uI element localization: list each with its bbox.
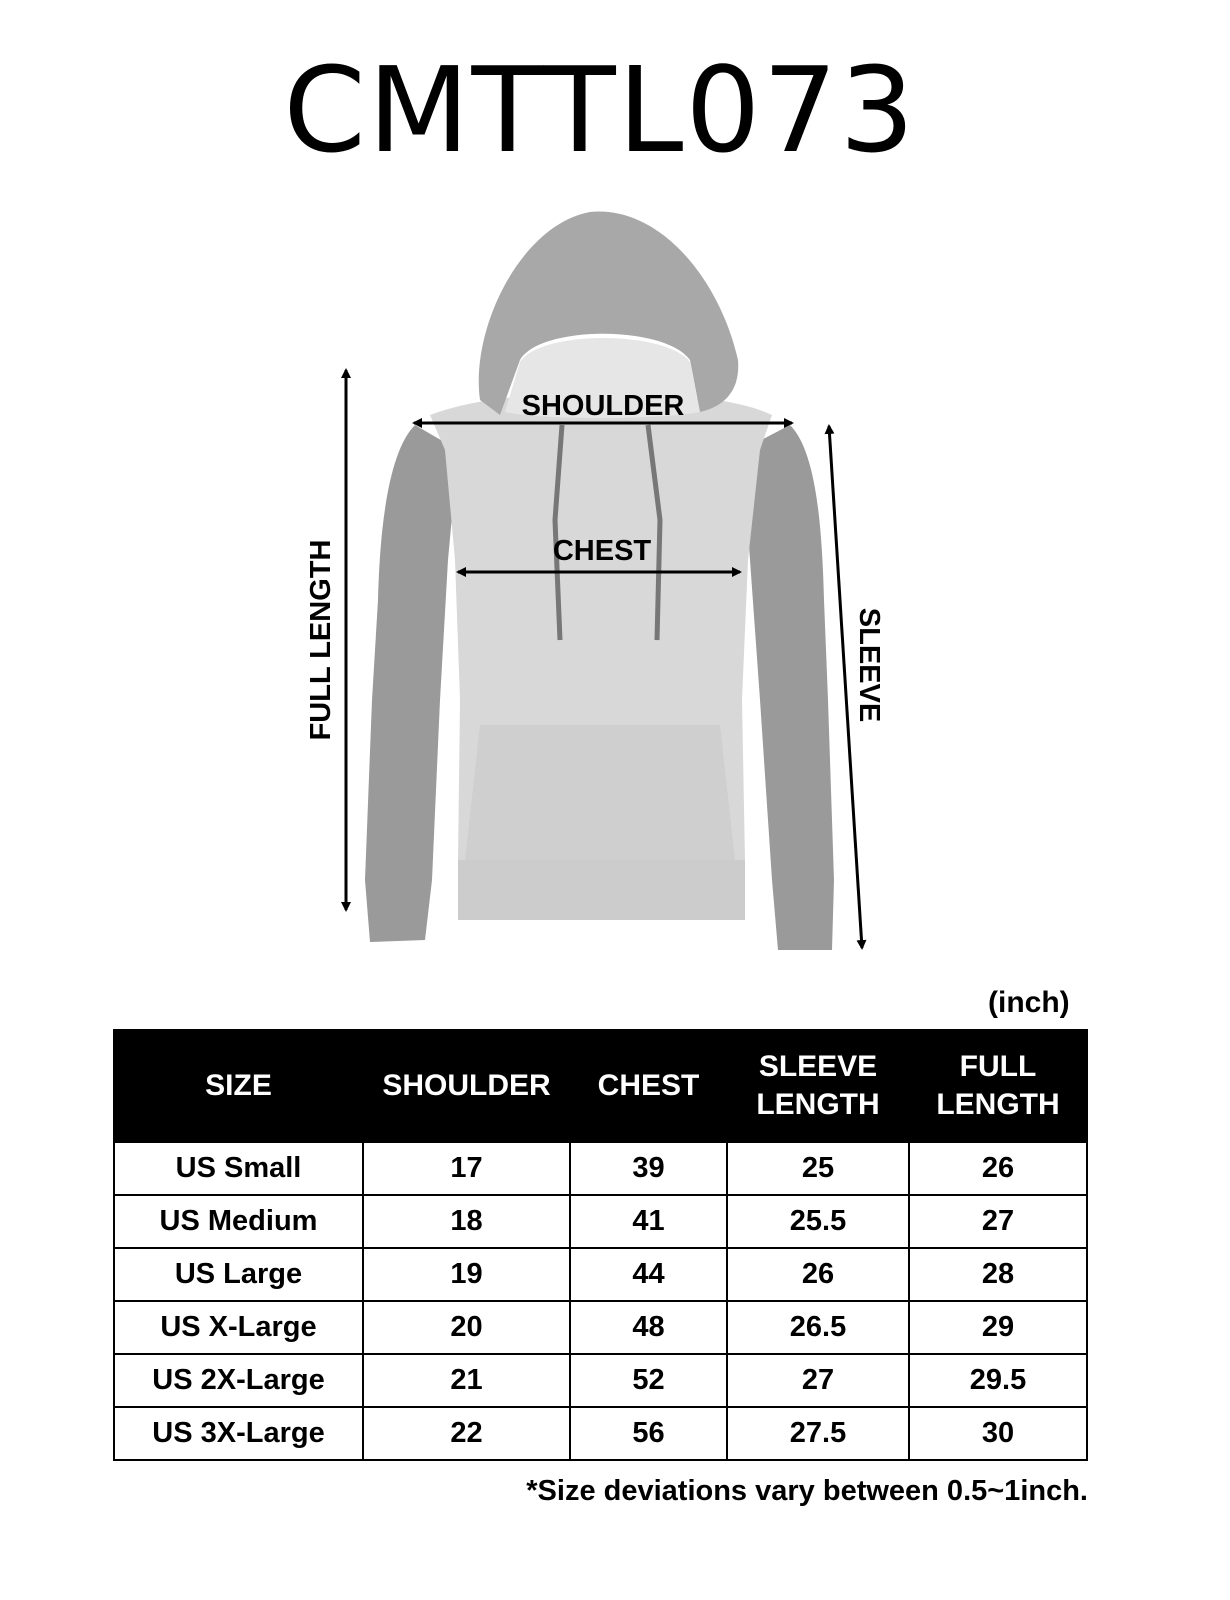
cell-size: US Medium: [114, 1195, 363, 1248]
table-header-row: [114, 1030, 1087, 1142]
table-row: [114, 1248, 1087, 1301]
cell-full-length: 27: [909, 1195, 1087, 1248]
cell-chest: 41: [570, 1195, 727, 1248]
cell-size: US X-Large: [114, 1301, 363, 1354]
table-row: [114, 1407, 1087, 1460]
cell-sleeve-length: 26: [727, 1248, 909, 1301]
cell-full-length: 29.5: [909, 1354, 1087, 1407]
table-row: [114, 1354, 1087, 1407]
cell-chest: 44: [570, 1248, 727, 1301]
full-length-label: FULL LENGTH: [305, 539, 337, 741]
sleeve-label: SLEEVE: [853, 607, 885, 723]
cell-size: US 2X-Large: [114, 1354, 363, 1407]
cell-full-length: 29: [909, 1301, 1087, 1354]
cell-size: US Small: [114, 1142, 363, 1195]
right-sleeve-shape: [742, 425, 834, 950]
cell-chest: 52: [570, 1354, 727, 1407]
cell-size: US 3X-Large: [114, 1407, 363, 1460]
table-row: [114, 1142, 1087, 1195]
shoulder-label: SHOULDER: [521, 390, 685, 422]
cell-full-length: 28: [909, 1248, 1087, 1301]
header-shoulder: SHOULDER: [363, 1030, 570, 1142]
cell-shoulder: 21: [363, 1354, 570, 1407]
cell-shoulder: 19: [363, 1248, 570, 1301]
cell-sleeve-length: 25.5: [727, 1195, 909, 1248]
cell-chest: 48: [570, 1301, 727, 1354]
header-full-length: FULL LENGTH: [909, 1030, 1087, 1142]
cell-shoulder: 18: [363, 1195, 570, 1248]
left-sleeve-shape: [365, 425, 458, 942]
size-chart-table: [113, 1029, 1088, 1461]
cell-sleeve-length: 25: [727, 1142, 909, 1195]
unit-label: (inch): [988, 986, 1070, 1019]
pocket-shape: [465, 725, 735, 860]
chest-label: CHEST: [552, 535, 652, 567]
size-deviation-note: *Size deviations vary between 0.5~1inch.: [526, 1475, 1088, 1507]
cell-shoulder: 22: [363, 1407, 570, 1460]
header-size: SIZE: [114, 1030, 363, 1142]
product-code-title: CMTTL073: [283, 41, 917, 179]
table-row: [114, 1301, 1087, 1354]
cell-chest: 39: [570, 1142, 727, 1195]
cell-chest: 56: [570, 1407, 727, 1460]
header-chest: CHEST: [570, 1030, 727, 1142]
cell-full-length: 26: [909, 1142, 1087, 1195]
cell-size: US Large: [114, 1248, 363, 1301]
header-sleeve-length: SLEEVE LENGTH: [727, 1030, 909, 1142]
table-row: [114, 1195, 1087, 1248]
cell-shoulder: 17: [363, 1142, 570, 1195]
waistband-shape: [458, 860, 745, 920]
cell-sleeve-length: 27.5: [727, 1407, 909, 1460]
cell-sleeve-length: 26.5: [727, 1301, 909, 1354]
cell-full-length: 30: [909, 1407, 1087, 1460]
cell-sleeve-length: 27: [727, 1354, 909, 1407]
cell-shoulder: 20: [363, 1301, 570, 1354]
